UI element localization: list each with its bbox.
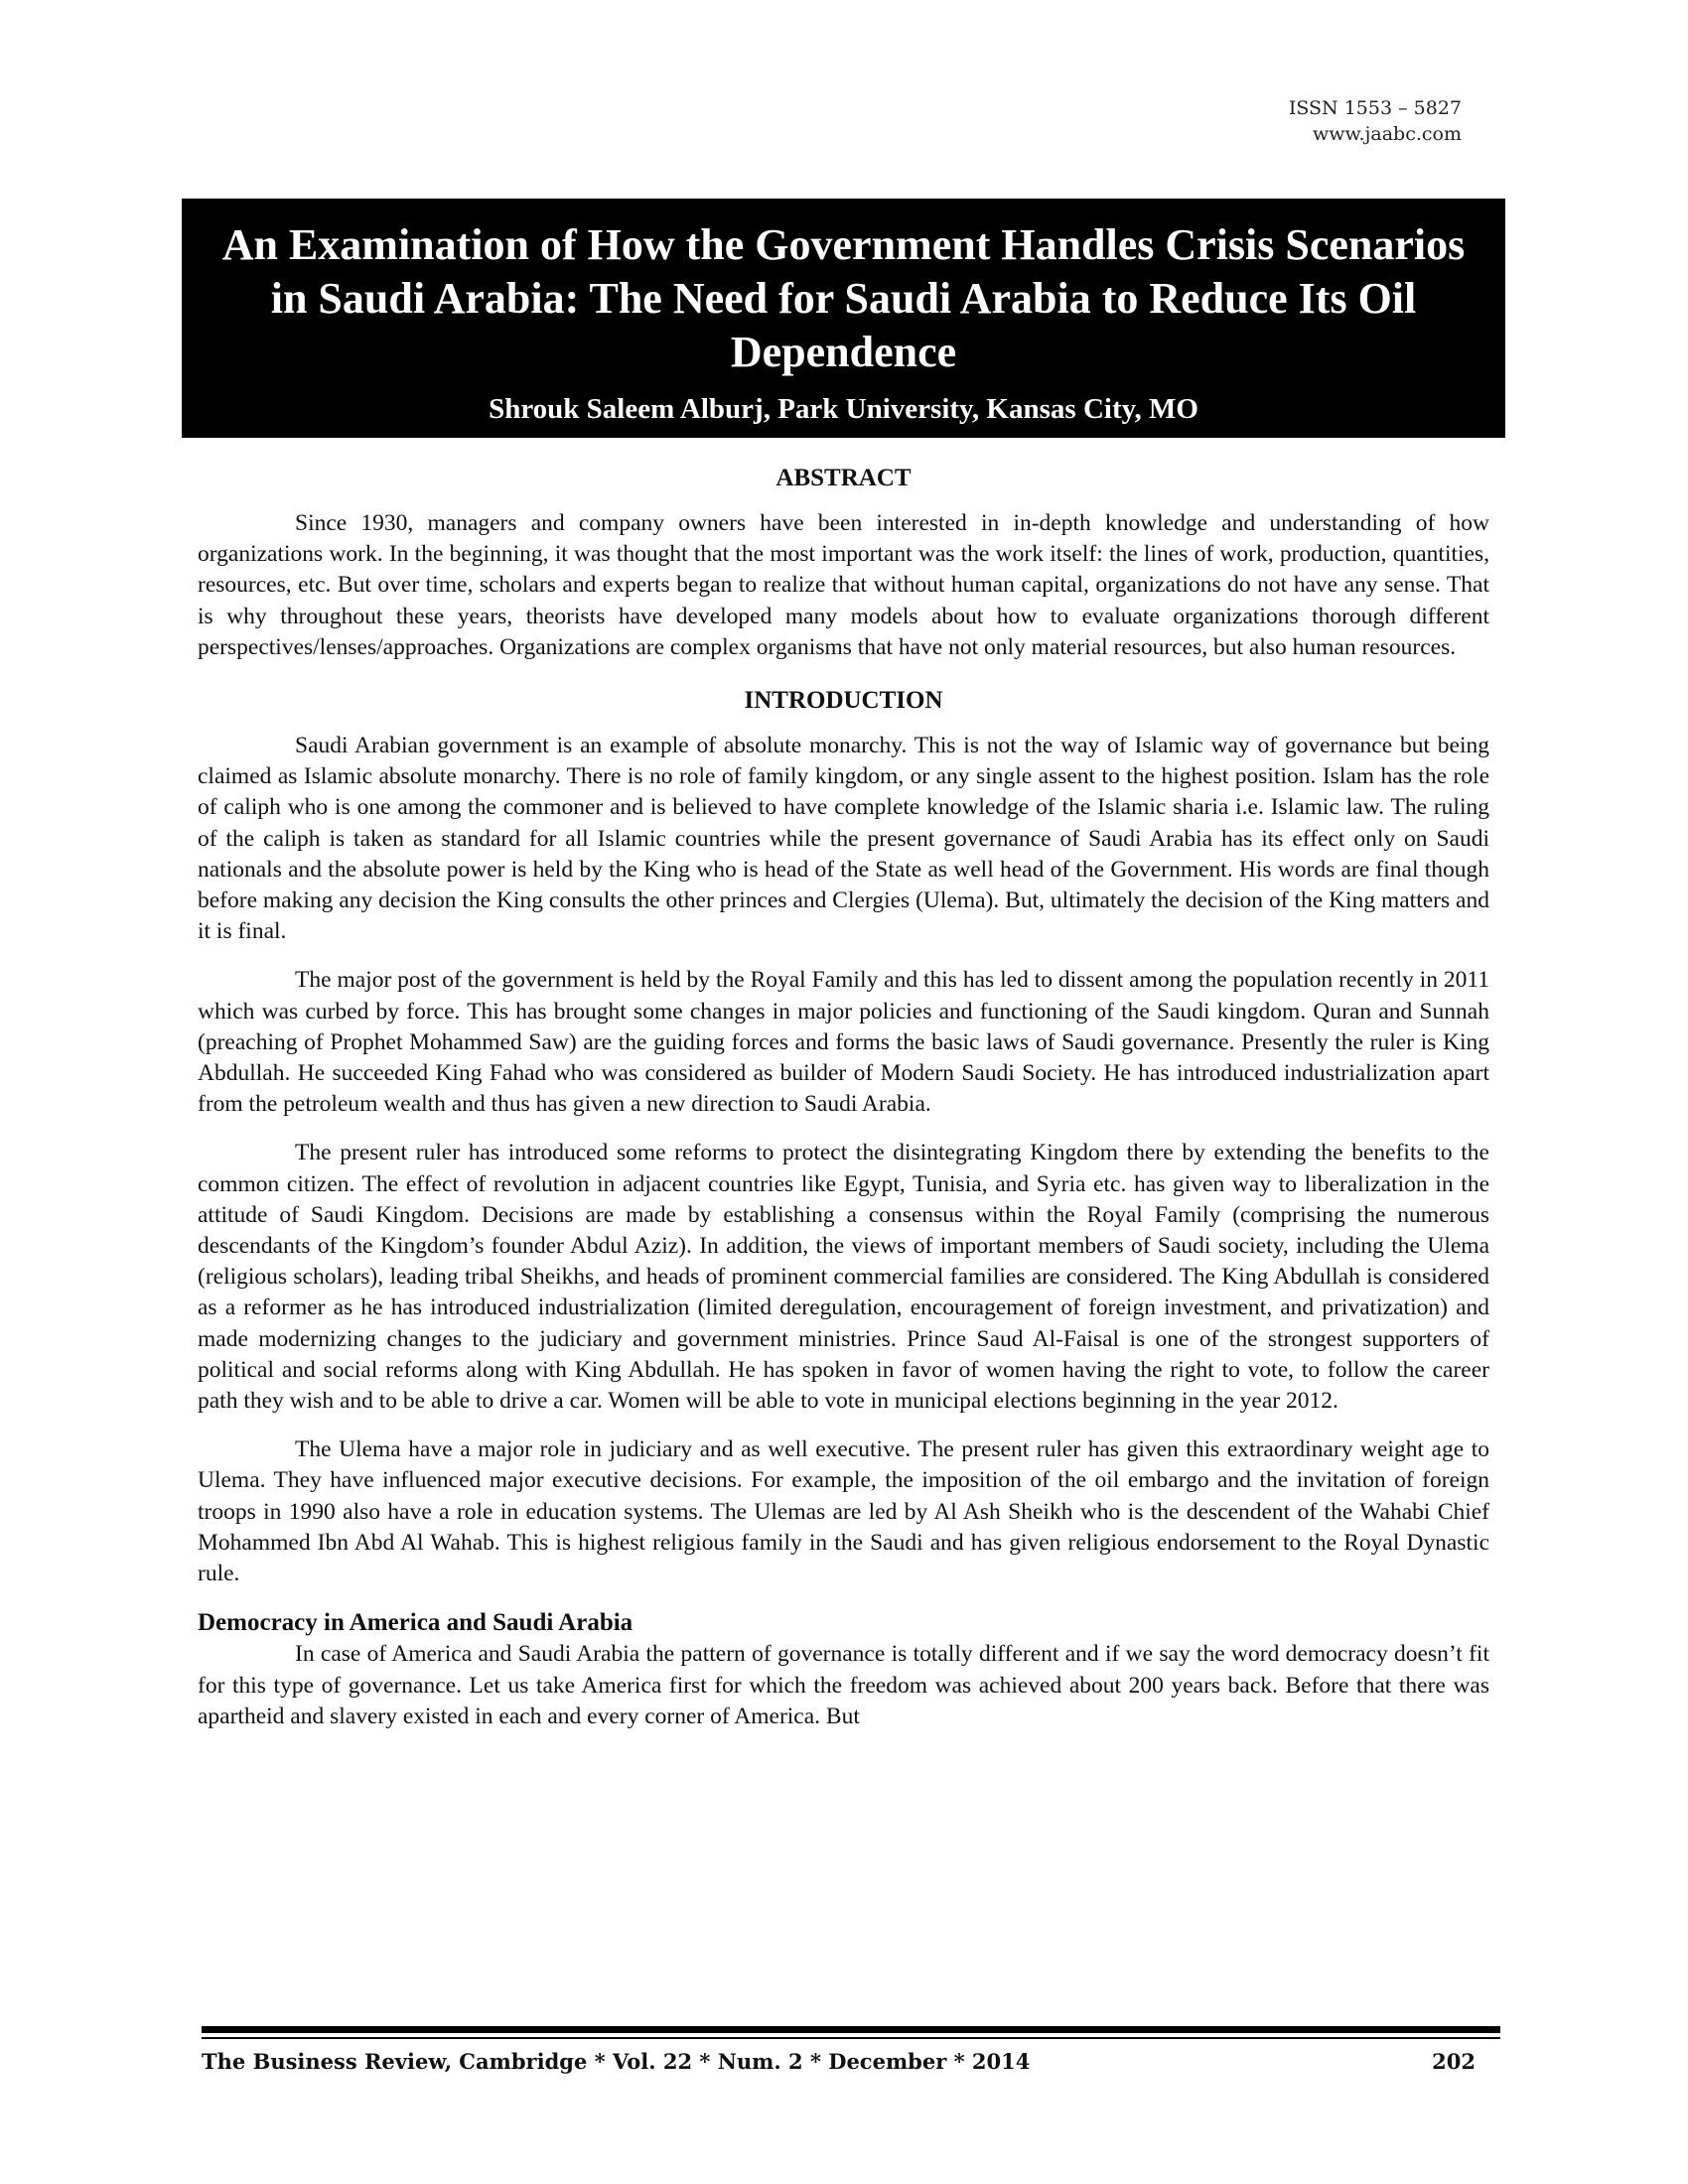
author-line: Shrouk Saleem Alburj, Park University, Kansas City, MO (489, 393, 1198, 425)
intro-paragraph: The Ulema have a major role in judiciary and as well executive. The present ruler has given this extraordinary weight age to Ulema. They have influenced major executive decisions. For example, the imposition of the oil embargo and the invitation of foreign troops in 1990 also have a role in education systems. The Ulemas are led by Al Ash Sheikh who is the descendent of the Wahabi Chief Mohammed Ibn Abd Al Wahab. This is highest religious family in the Saudi and has given religious endorsement to the Royal Dynastic rule. (198, 1436, 1489, 1587)
democracy-paragraph: In case of America and Saudi Arabia the pattern of governance is totally different and if we say the word democracy doesn’t fit for this type of governance. Let us take America first for which the freedom was achieved about 200 years back. Before that there was apartheid and slavery existed in each and every corner of America. But (198, 1641, 1489, 1729)
footer-rule-thick (202, 2026, 1500, 2033)
intro-paragraph: Saudi Arabian government is an example of absolute monarchy. This is not the way of Islamic way of governance but being claimed as Islamic absolute monarchy. There is no role of family kingdom, or any single assent to the highest position. Islam has the role of caliph who is one among the commoner and is believed to have complete knowledge of the Islamic sharia i.e. Islamic law. The ruling of the caliph is taken as standard for all Islamic countries while the present governance of Saudi Arabia has its effect only on Saudi nationals and the absolute power is held by the King who is head of the State as well head of the Government. His words are final though before making any decision the King consults the other princes and Clergies (Ulema). But, ultimately the decision of the King matters and it is final. (198, 733, 1489, 945)
introduction-heading: INTRODUCTION (744, 687, 943, 715)
page-number: 202 (1432, 2049, 1476, 2074)
journal-website: www.jaabc.com (1312, 123, 1462, 145)
title-banner (182, 199, 1505, 438)
journal-identifier (1289, 95, 1462, 147)
paper-body (198, 459, 1489, 1750)
journal-citation: The Business Review, Cambridge * Vol. 22 * Num. 2 * December * 2014 (202, 2049, 1031, 2074)
paper-title: An Examination of How the Government Handles Crisis Scenarios in Saudi Arabia: The Need for Saudi Arabia to Reduce Its Oil Dependence (221, 220, 1466, 376)
abstract-text: Since 1930, managers and company owners have been interested in in-depth knowledge and understanding of how organizations work. In the beginning, it was thought that the most important was the work itself: the lines of work, production, quantities, resources, etc. But over time, scholars and experts began to realize that without human capital, organizations do not have any sense. That is why throughout these years, theorists have developed many models about how to evaluate organizations thorough different perspectives/lenses/approaches. Organizations are complex organisms that have not only material resources, but also human resources. (198, 510, 1489, 660)
section-heading-democracy: Democracy in America and Saudi Arabia (198, 1609, 633, 1637)
issn-number: ISSN 1553 – 5827 (1288, 97, 1462, 119)
page-footer (202, 2047, 1476, 2077)
intro-paragraph: The present ruler has introduced some reforms to protect the disintegrating Kingdom there by extending the benefits to the common citizen. The effect of revolution in adjacent countries like Egypt, Tunisia, and Syria etc. has given way to liberalization in the attitude of Saudi Kingdom. Decisions are made by establishing a consensus within the Royal Family (comprising the numerous descendants of the Kingdom’s founder Abdul Aziz). In addition, the views of important members of Saudi society, including the Ulema (religious scholars), leading tribal Sheikhs, and heads of prominent commercial families are considered. The King Abdullah is considered as a reformer as he has introduced industrialization (limited deregulation, encouragement of foreign investment, and privatization) and made modernizing changes to the judiciary and government ministries. Prince Saud Al-Faisal is one of the strongest supporters of political and social reforms along with King Abdullah. He has spoken in favor of women having the right to vote, to follow the career path they wish and to be able to drive a car. Women will be able to vote in municipal elections beginning in the year 2012. (198, 1140, 1489, 1415)
footer-rule-thin (202, 2037, 1500, 2039)
abstract-heading: ABSTRACT (775, 465, 912, 491)
intro-paragraph: The major post of the government is held by the Royal Family and this has led to dissent among the population recently in 2011 which was curbed by force. This has brought some changes in major policies and functioning of the Saudi kingdom. Quran and Sunnah (preaching of Prophet Mohammed Saw) are the guiding forces and forms the basic laws of Saudi governance. Presently the ruler is King Abdullah. He succeeded King Fahad who was considered as builder of Modern Saudi Society. He has introduced industrialization apart from the petroleum wealth and thus has given a new direction to Saudi Arabia. (198, 967, 1489, 1118)
